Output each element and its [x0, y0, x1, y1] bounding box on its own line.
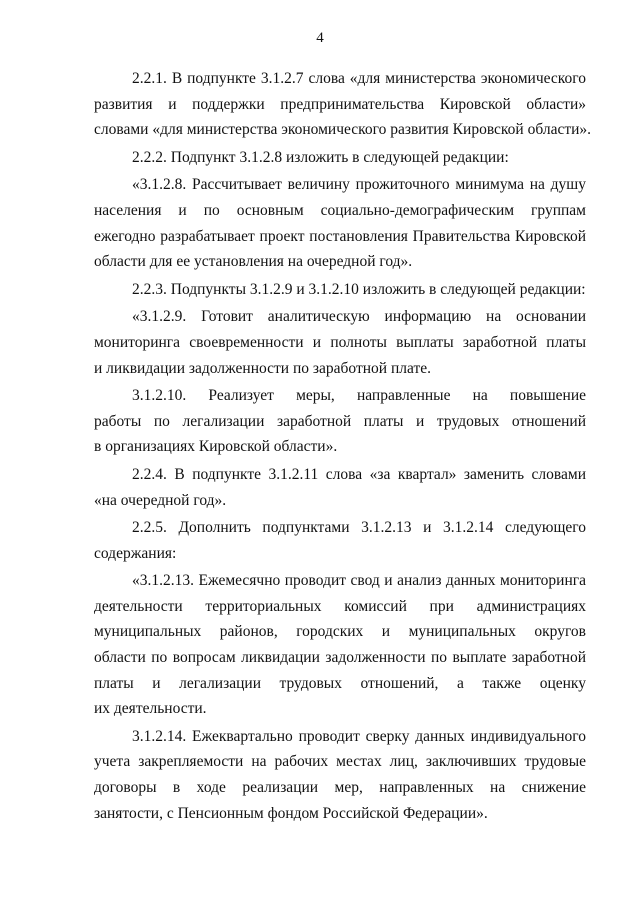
paragraph-line: словами «для министерства экономического развития Кировской области».: [94, 121, 592, 139]
paragraph: [94, 568, 586, 722]
paragraph: [94, 462, 586, 513]
paragraph-line: содержания:: [94, 544, 177, 562]
paragraph-line: договоры в ходе реализации мер, направленных на снижение: [94, 779, 586, 797]
paragraph-line: их деятельности.: [94, 700, 207, 718]
paragraph-line: мониторинга своевременности и полноты выплаты заработной платы: [94, 333, 586, 351]
paragraph-line: 2.2.4. В подпункте 3.1.2.11 слова «за квартал» заменить словами: [132, 465, 586, 483]
paragraph-line: занятости, с Пенсионным фондом Российской Федерации».: [94, 804, 488, 822]
document-body: [94, 66, 592, 826]
paragraph: [94, 515, 586, 566]
paragraph: [94, 172, 586, 274]
paragraph-line: населения и по основным социально-демографическим группам: [94, 201, 586, 219]
paragraph-line: «на очередной год».: [94, 491, 227, 509]
page-number: 4: [316, 30, 324, 46]
paragraph: [94, 724, 586, 826]
paragraph-line: 2.2.1. В подпункте 3.1.2.7 слова «для министерства экономического: [132, 70, 586, 87]
paragraph-line: «3.1.2.8. Рассчитывает величину прожиточного минимума на душу: [132, 176, 586, 194]
paragraph: [94, 383, 586, 460]
paragraph-line: 2.2.5. Дополнить подпунктами 3.1.2.13 и 3.1.2.14 следующего: [132, 519, 586, 537]
paragraph-line: муниципальных районов, городских и муниципальных округов: [94, 623, 586, 641]
paragraph-line: «3.1.2.13. Ежемесячно проводит свод и анализ данных мониторинга: [132, 572, 586, 590]
paragraph: [94, 277, 586, 303]
paragraph-line: ежегодно разрабатывает проект постановления Правительства Кировской: [94, 227, 586, 245]
paragraph-line: области для ее установления на очередной год».: [94, 253, 413, 271]
paragraph-line: в организациях Кировской области».: [94, 438, 338, 456]
paragraph-line: развития и поддержки предпринимательства Кировской области»: [94, 95, 586, 113]
paragraph-line: учета закрепляемости на рабочих местах лиц, заключивших трудовые: [94, 753, 586, 771]
paragraph-line: области по вопросам ликвидации задолженности по выплате заработной: [94, 649, 586, 667]
paragraph-line: деятельности территориальных комиссий при администрациях: [94, 597, 586, 615]
paragraph-line: платы и легализации трудовых отношений, а также оценку: [94, 674, 586, 692]
paragraph-line: 2.2.3. Подпункты 3.1.2.9 и 3.1.2.10 изложить в следующей редакции:: [132, 280, 586, 298]
paragraph: [94, 304, 586, 381]
paragraph-line: «3.1.2.9. Готовит аналитическую информацию на основании: [132, 308, 586, 326]
paragraph-line: 3.1.2.10. Реализует меры, направленные на повышение: [132, 387, 586, 405]
paragraph: [94, 145, 586, 171]
paragraph-line: работы по легализации заработной платы и трудовых отношений: [94, 412, 586, 430]
paragraph: [94, 66, 592, 143]
paragraph-line: 2.2.2. Подпункт 3.1.2.8 изложить в следующей редакции:: [132, 148, 509, 166]
paragraph-line: 3.1.2.14. Ежеквартально проводит сверку данных индивидуального: [132, 727, 586, 745]
paragraph-line: и ликвидации задолженности по заработной плате.: [94, 359, 431, 377]
